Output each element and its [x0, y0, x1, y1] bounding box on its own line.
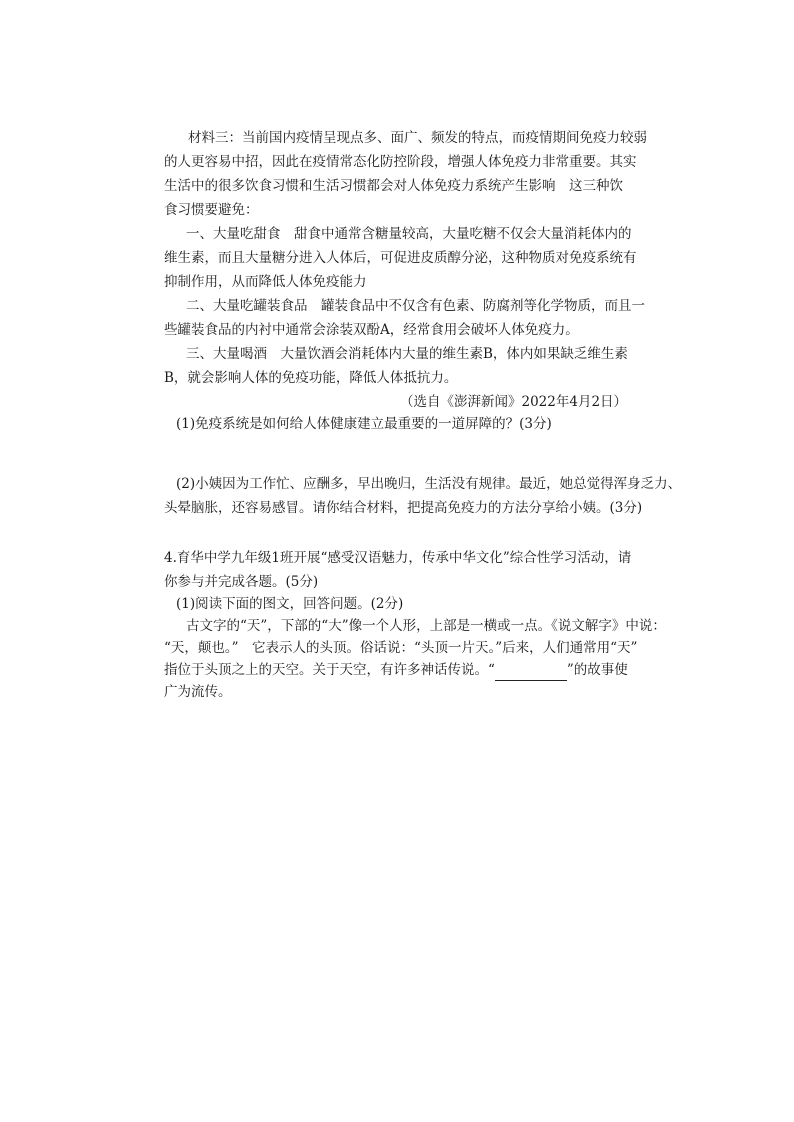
q4-part1-title: (1)阅读下面的图文，回答问题。(2分): [176, 596, 404, 612]
q4-part1-text-3b: ”的故事使: [566, 662, 628, 678]
q4-part1-text-3: [164, 660, 628, 681]
material3-line-11: B，就会影响人体的免疫功能，降低人体抵抗力。: [164, 370, 458, 386]
material3-line-10: 三、大量喝酒 大量饮酒会消耗体内大量的维生素B，体内如果缺乏维生素: [186, 346, 628, 362]
story-blank[interactable]: [495, 660, 567, 681]
material3-source: （选自《澎湃新闻》2022年4月2日）: [400, 394, 628, 410]
material3-line-9: 些罐装食品的内衬中通常会涂装双酚A，经常食用会破坏人体免疫力。: [164, 322, 579, 338]
q4-part1-text-4: 广为流传。: [164, 684, 232, 700]
material3-line-4: 食习惯要避免：: [164, 202, 259, 218]
material3-line-5: 一、大量吃甜食 甜食中通常含糖量较高，大量吃糖不仅会大量消耗体内的: [186, 226, 632, 242]
material3-line-1: 材料三：当前国内疫情呈现点多、面广、频发的特点，而疫情期间免疫力较弱: [188, 130, 647, 146]
question-3-1: (1)免疫系统是如何给人体健康建立最重要的一道屏障的？(3分): [176, 416, 552, 432]
q4-part1-text-2: “天，颠也。” 它表示人的头顶。俗话说：“头顶一片天。”后来，人们通常用“天”: [164, 640, 638, 656]
material3-line-2: 的人更容易中招，因此在疫情常态化防控阶段，增强人体免疫力非常重要。其实: [164, 154, 637, 170]
material3-line-6: 维生素，而且大量糖分进入人体后，可促进皮质醇分泌，这种物质对免疫系统有: [164, 250, 637, 266]
question-4-intro-1: 4.育华中学九年级1班开展“感受汉语魅力，传承中华文化”综合性学习活动，请: [164, 550, 632, 566]
question-3-2-line-1: (2)小姨因为工作忙、应酬多，早出晚归，生活没有规律。最近，她总觉得浑身乏力、: [176, 476, 682, 492]
material3-line-7: 抑制作用，从而降低人体免疫能力: [164, 274, 367, 290]
q4-part1-text-3a: 指位于头顶之上的天空。关于天空，有许多神话传说。“: [164, 662, 495, 678]
q4-part1-text-1: 古文字的“天”，下部的“大”像一个人形，上部是一横或一点。《说文解字》中说：: [186, 618, 666, 634]
question-3-2-line-2: 头晕脑胀，还容易感冒。请你结合材料，把提高免疫力的方法分享给小姨。(3分): [164, 500, 643, 516]
material3-line-3: 生活中的很多饮食习惯和生活习惯都会对人体免疫力系统产生影响 这三种饮: [164, 178, 623, 194]
material3-line-8: 二、大量吃罐装食品 罐装食品中不仅含有色素、防腐剂等化学物质，而且一: [186, 298, 645, 314]
question-4-intro-2: 你参与并完成各题。(5分): [164, 574, 319, 590]
